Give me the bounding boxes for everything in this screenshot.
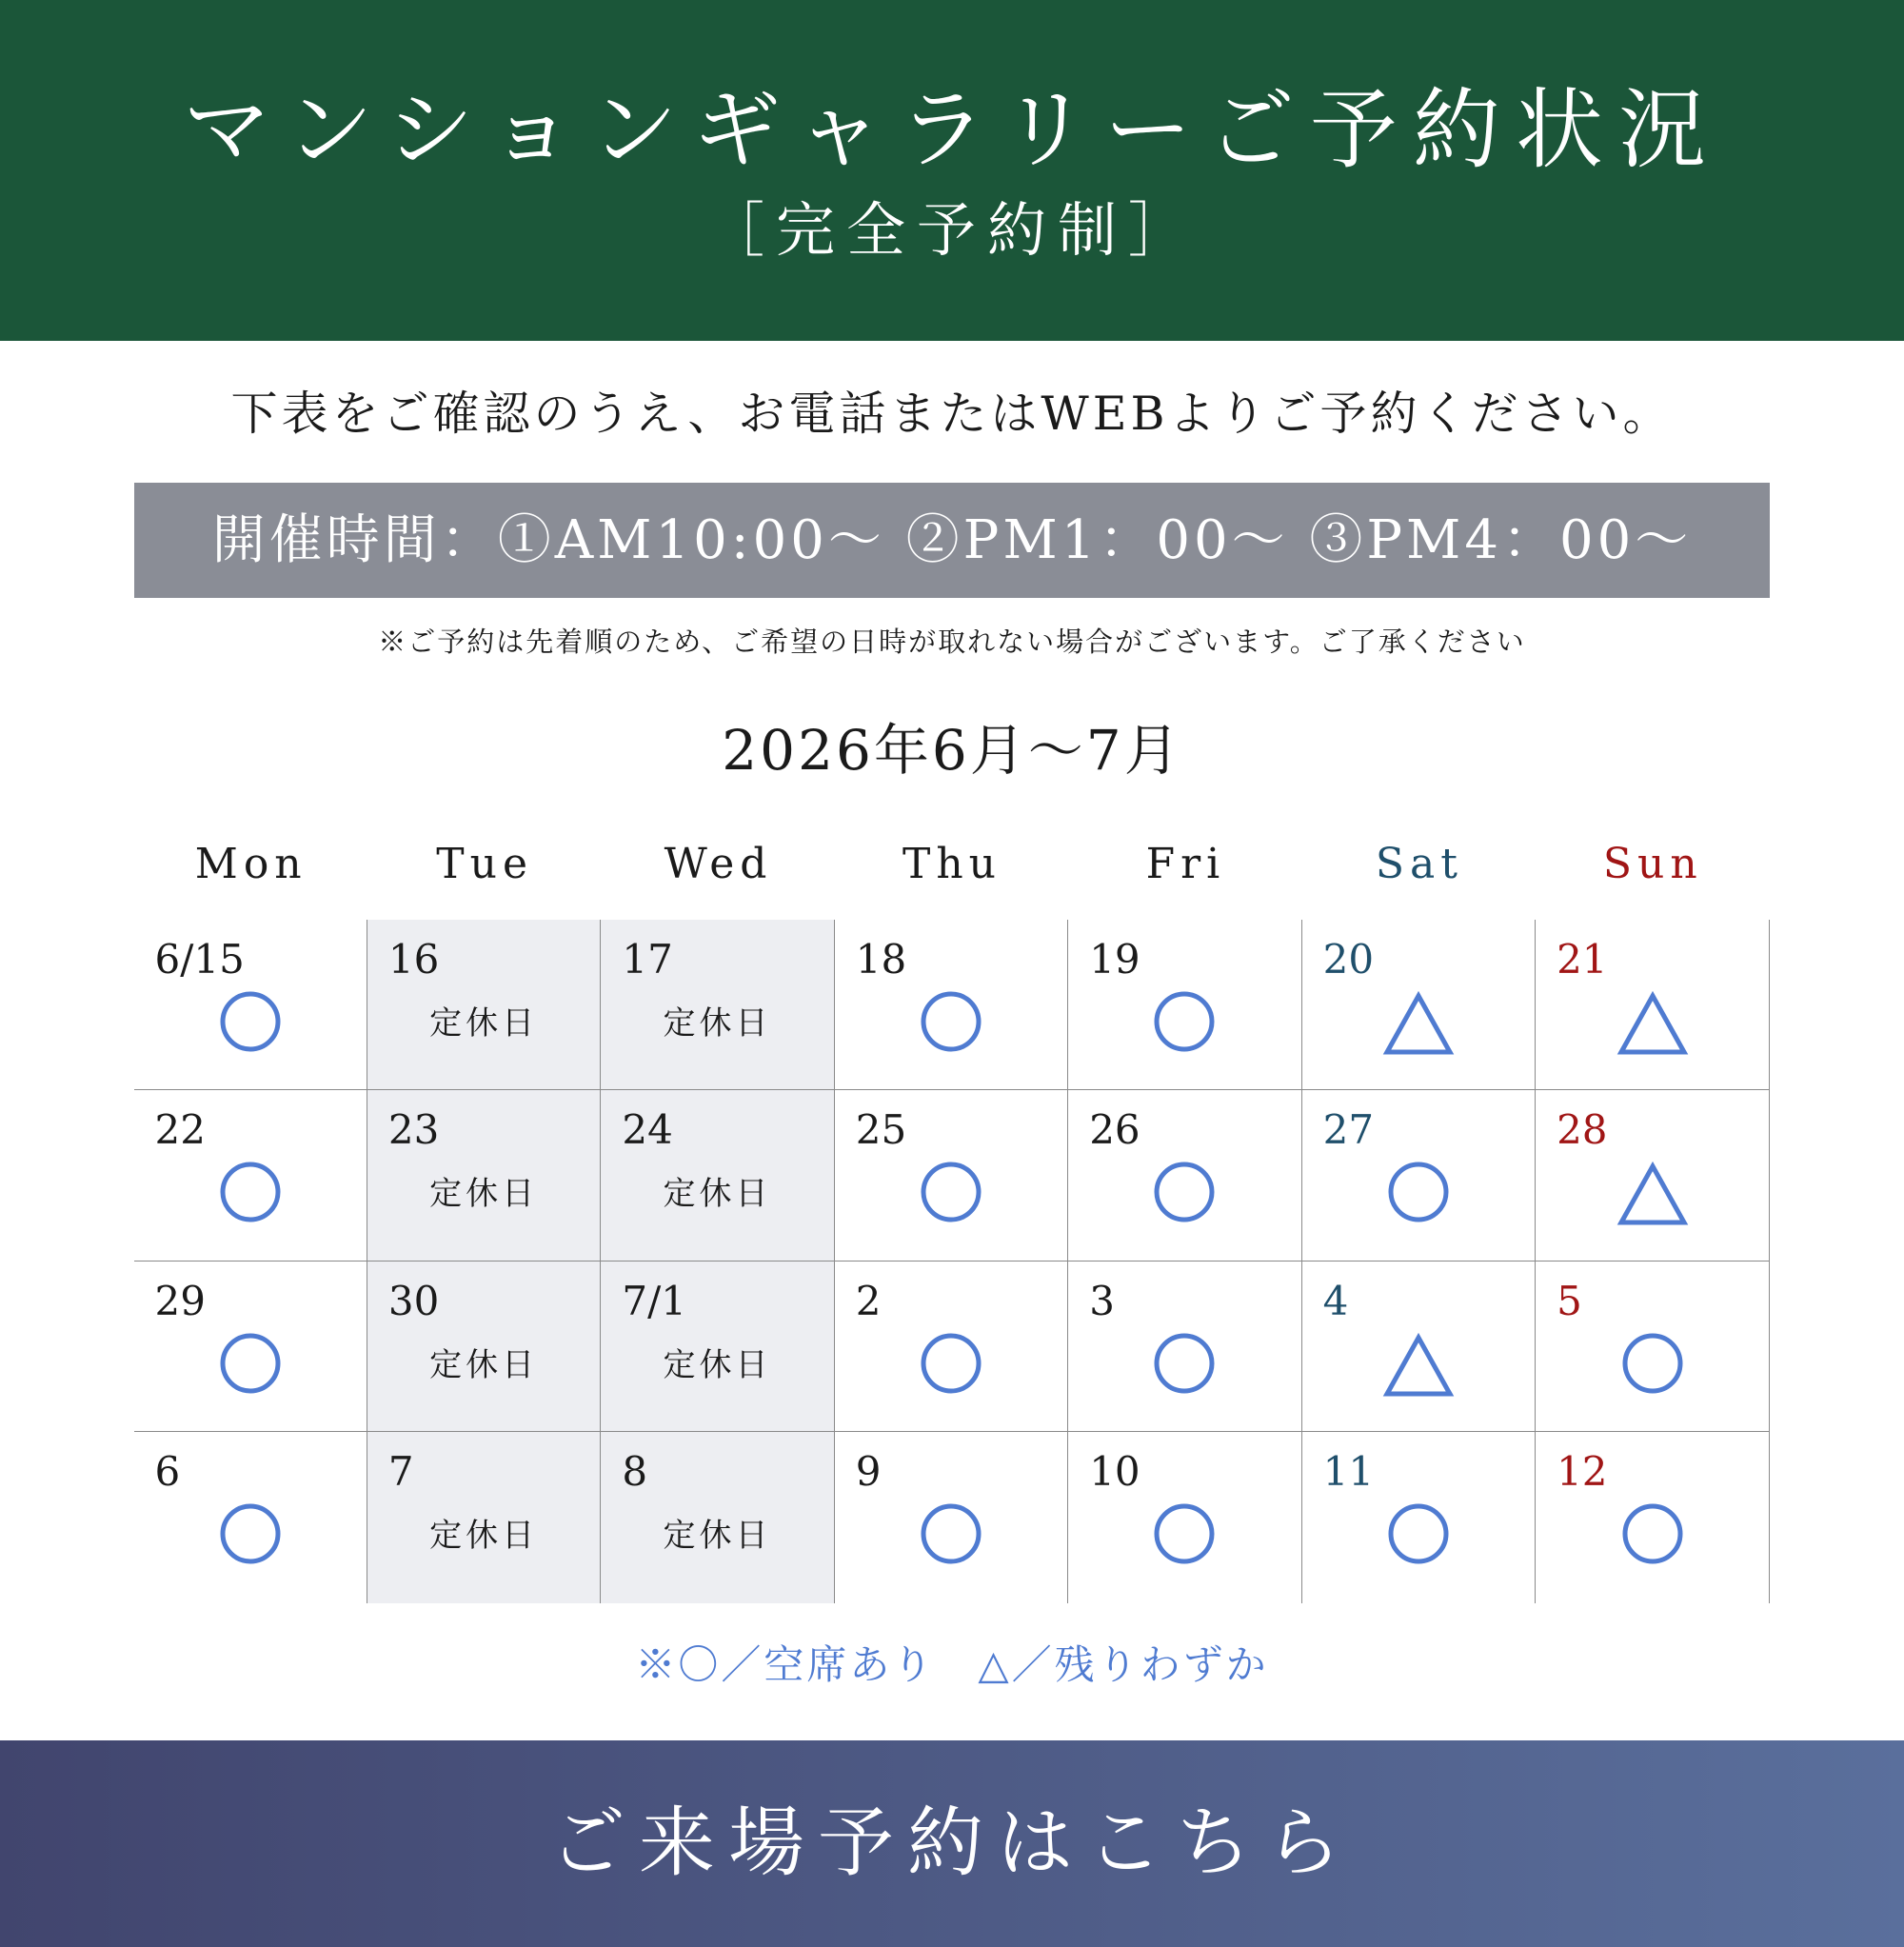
- available-circle-shape: [1157, 1336, 1212, 1391]
- intro-text: 下表をご確認のうえ、お電話またはWEBよりご予約ください。: [230, 387, 1674, 441]
- day-number: 5: [1557, 1277, 1582, 1324]
- available-circle-icon: [208, 979, 293, 1064]
- calendar-day-cell: [835, 1432, 1068, 1603]
- available-circle-shape: [1391, 1506, 1446, 1561]
- day-number: 7: [387, 1448, 414, 1495]
- available-circle-icon: [908, 979, 994, 1064]
- calendar-day-cell: [1302, 1090, 1536, 1262]
- page-subtitle: ［完全予約制］: [704, 195, 1199, 265]
- available-circle-icon: [1376, 1491, 1461, 1577]
- available-circle-shape: [223, 994, 278, 1049]
- weekday-mon: Mon: [194, 840, 307, 888]
- available-circle-icon: [1141, 1149, 1227, 1235]
- available-circle-icon: [1141, 979, 1227, 1064]
- few-remaining-triangle-icon: [1610, 1149, 1696, 1235]
- day-number: 8: [622, 1448, 648, 1495]
- calendar-day-cell: [601, 1432, 834, 1603]
- calendar-day-cell: [1302, 1432, 1536, 1603]
- day-number: 18: [855, 935, 907, 983]
- weekday-sun: Sun: [1602, 840, 1703, 888]
- available-circle-icon: [1610, 1321, 1696, 1406]
- calendar-day-cell: [134, 1262, 367, 1433]
- page-header: [0, 0, 1904, 341]
- day-number: 6: [154, 1448, 181, 1495]
- closed-day-label: 定休日: [429, 1003, 539, 1043]
- available-circle-shape: [1157, 1164, 1212, 1220]
- day-number: 2: [855, 1277, 882, 1324]
- few-remaining-triangle-shape: [1387, 996, 1450, 1052]
- weekday-fri: Fri: [1145, 840, 1226, 888]
- reservation-calendar: [134, 920, 1770, 1603]
- day-number: 21: [1557, 935, 1608, 983]
- available-circle-icon: [208, 1491, 293, 1577]
- calendar-day-cell: [367, 1432, 601, 1603]
- status-legend: ※〇／空席あり △／残りわずか: [635, 1641, 1269, 1688]
- calendar-day-cell: [1536, 1432, 1769, 1603]
- available-circle-shape: [223, 1336, 278, 1391]
- available-circle-shape: [1391, 1164, 1446, 1220]
- calendar-day-cell: [367, 1090, 601, 1262]
- closed-day-label: 定休日: [663, 1345, 772, 1384]
- closed-day-label: 定休日: [429, 1517, 539, 1555]
- day-number: 16: [387, 935, 440, 983]
- calendar-day-cell: [1302, 920, 1536, 1091]
- calendar-day-cell: [1536, 1262, 1769, 1433]
- few-remaining-triangle-shape: [1621, 1166, 1684, 1222]
- visit-reservation-label: ご来場予約はこちら: [549, 1798, 1355, 1887]
- few-remaining-triangle-icon: [1376, 979, 1461, 1064]
- weekday-wed: Wed: [664, 840, 773, 888]
- calendar-day-cell: [134, 1090, 367, 1262]
- available-circle-shape: [1625, 1506, 1680, 1561]
- day-number: 12: [1557, 1448, 1608, 1495]
- visit-reservation-button[interactable]: [0, 1740, 1904, 1947]
- calendar-day-cell: [1302, 1262, 1536, 1433]
- available-circle-shape: [1157, 1506, 1212, 1561]
- calendar-day-cell: [601, 1090, 834, 1262]
- available-circle-icon: [208, 1321, 293, 1406]
- day-number: 27: [1322, 1106, 1375, 1153]
- available-circle-shape: [223, 1164, 278, 1220]
- day-number: 6/15: [154, 935, 245, 983]
- available-circle-shape: [1625, 1336, 1680, 1391]
- calendar-day-cell: [367, 920, 601, 1091]
- calendar-day-cell: [1536, 920, 1769, 1091]
- day-number: 29: [154, 1277, 206, 1324]
- calendar-day-cell: [835, 920, 1068, 1091]
- available-circle-icon: [908, 1491, 994, 1577]
- available-circle-icon: [908, 1321, 994, 1406]
- available-circle-icon: [1376, 1149, 1461, 1235]
- day-number: 24: [622, 1106, 673, 1153]
- closed-day-label: 定休日: [663, 1175, 772, 1213]
- few-remaining-triangle-icon: [1610, 979, 1696, 1064]
- day-number: 28: [1557, 1106, 1608, 1153]
- available-circle-shape: [923, 1336, 979, 1391]
- calendar-day-cell: [835, 1262, 1068, 1433]
- calendar-day-cell: [1068, 1090, 1301, 1262]
- calendar-day-cell: [1536, 1090, 1769, 1262]
- available-circle-icon: [208, 1149, 293, 1235]
- few-remaining-triangle-shape: [1621, 996, 1684, 1052]
- calendar-day-cell: [134, 920, 367, 1091]
- available-circle-icon: [1141, 1321, 1227, 1406]
- weekday-sat: Sat: [1375, 840, 1463, 888]
- day-number: 11: [1322, 1448, 1375, 1495]
- available-circle-shape: [923, 1506, 979, 1561]
- few-remaining-triangle-icon: [1376, 1321, 1461, 1406]
- calendar-day-cell: [835, 1090, 1068, 1262]
- available-circle-shape: [223, 1506, 278, 1561]
- day-number: 20: [1322, 935, 1375, 983]
- weekday-header-row: [134, 826, 1770, 903]
- page-title: マンションギャラリーご予約状況: [183, 79, 1721, 181]
- closed-day-label: 定休日: [663, 1517, 772, 1555]
- calendar-day-cell: [1068, 1432, 1301, 1603]
- day-number: 19: [1089, 935, 1140, 983]
- day-number: 17: [622, 935, 673, 983]
- few-remaining-triangle-shape: [1387, 1338, 1450, 1394]
- reservation-note: ※ご予約は先着順のため、ご希望の日時が取れない場合がございます。ご了承ください: [378, 626, 1526, 658]
- available-circle-icon: [908, 1149, 994, 1235]
- available-circle-shape: [1157, 994, 1212, 1049]
- calendar-day-cell: [367, 1262, 601, 1433]
- calendar-period: 2026年6月〜7月: [722, 718, 1182, 783]
- available-circle-icon: [1610, 1491, 1696, 1577]
- day-number: 7/1: [622, 1277, 686, 1324]
- day-number: 25: [855, 1106, 907, 1153]
- opening-hours-banner: 開催時間：①AM10:00〜 ②PM1：00〜 ③PM4：00〜: [134, 483, 1770, 598]
- closed-day-label: 定休日: [429, 1345, 539, 1384]
- available-circle-shape: [923, 994, 979, 1049]
- calendar-day-cell: [601, 1262, 834, 1433]
- day-number: 22: [154, 1106, 206, 1153]
- weekday-tue: Tue: [436, 840, 533, 888]
- day-number: 3: [1089, 1277, 1115, 1324]
- closed-day-label: 定休日: [663, 1003, 772, 1043]
- day-number: 26: [1089, 1106, 1140, 1153]
- day-number: 23: [387, 1106, 440, 1153]
- weekday-thu: Thu: [902, 840, 1002, 888]
- available-circle-shape: [923, 1164, 979, 1220]
- day-number: 10: [1089, 1448, 1140, 1495]
- calendar-day-cell: [1068, 920, 1301, 1091]
- available-circle-icon: [1141, 1491, 1227, 1577]
- calendar-day-cell: [134, 1432, 367, 1603]
- calendar-day-cell: [1068, 1262, 1301, 1433]
- day-number: 9: [855, 1448, 882, 1495]
- day-number: 30: [387, 1277, 440, 1324]
- closed-day-label: 定休日: [429, 1175, 539, 1213]
- calendar-day-cell: [601, 920, 834, 1091]
- day-number: 4: [1322, 1277, 1349, 1324]
